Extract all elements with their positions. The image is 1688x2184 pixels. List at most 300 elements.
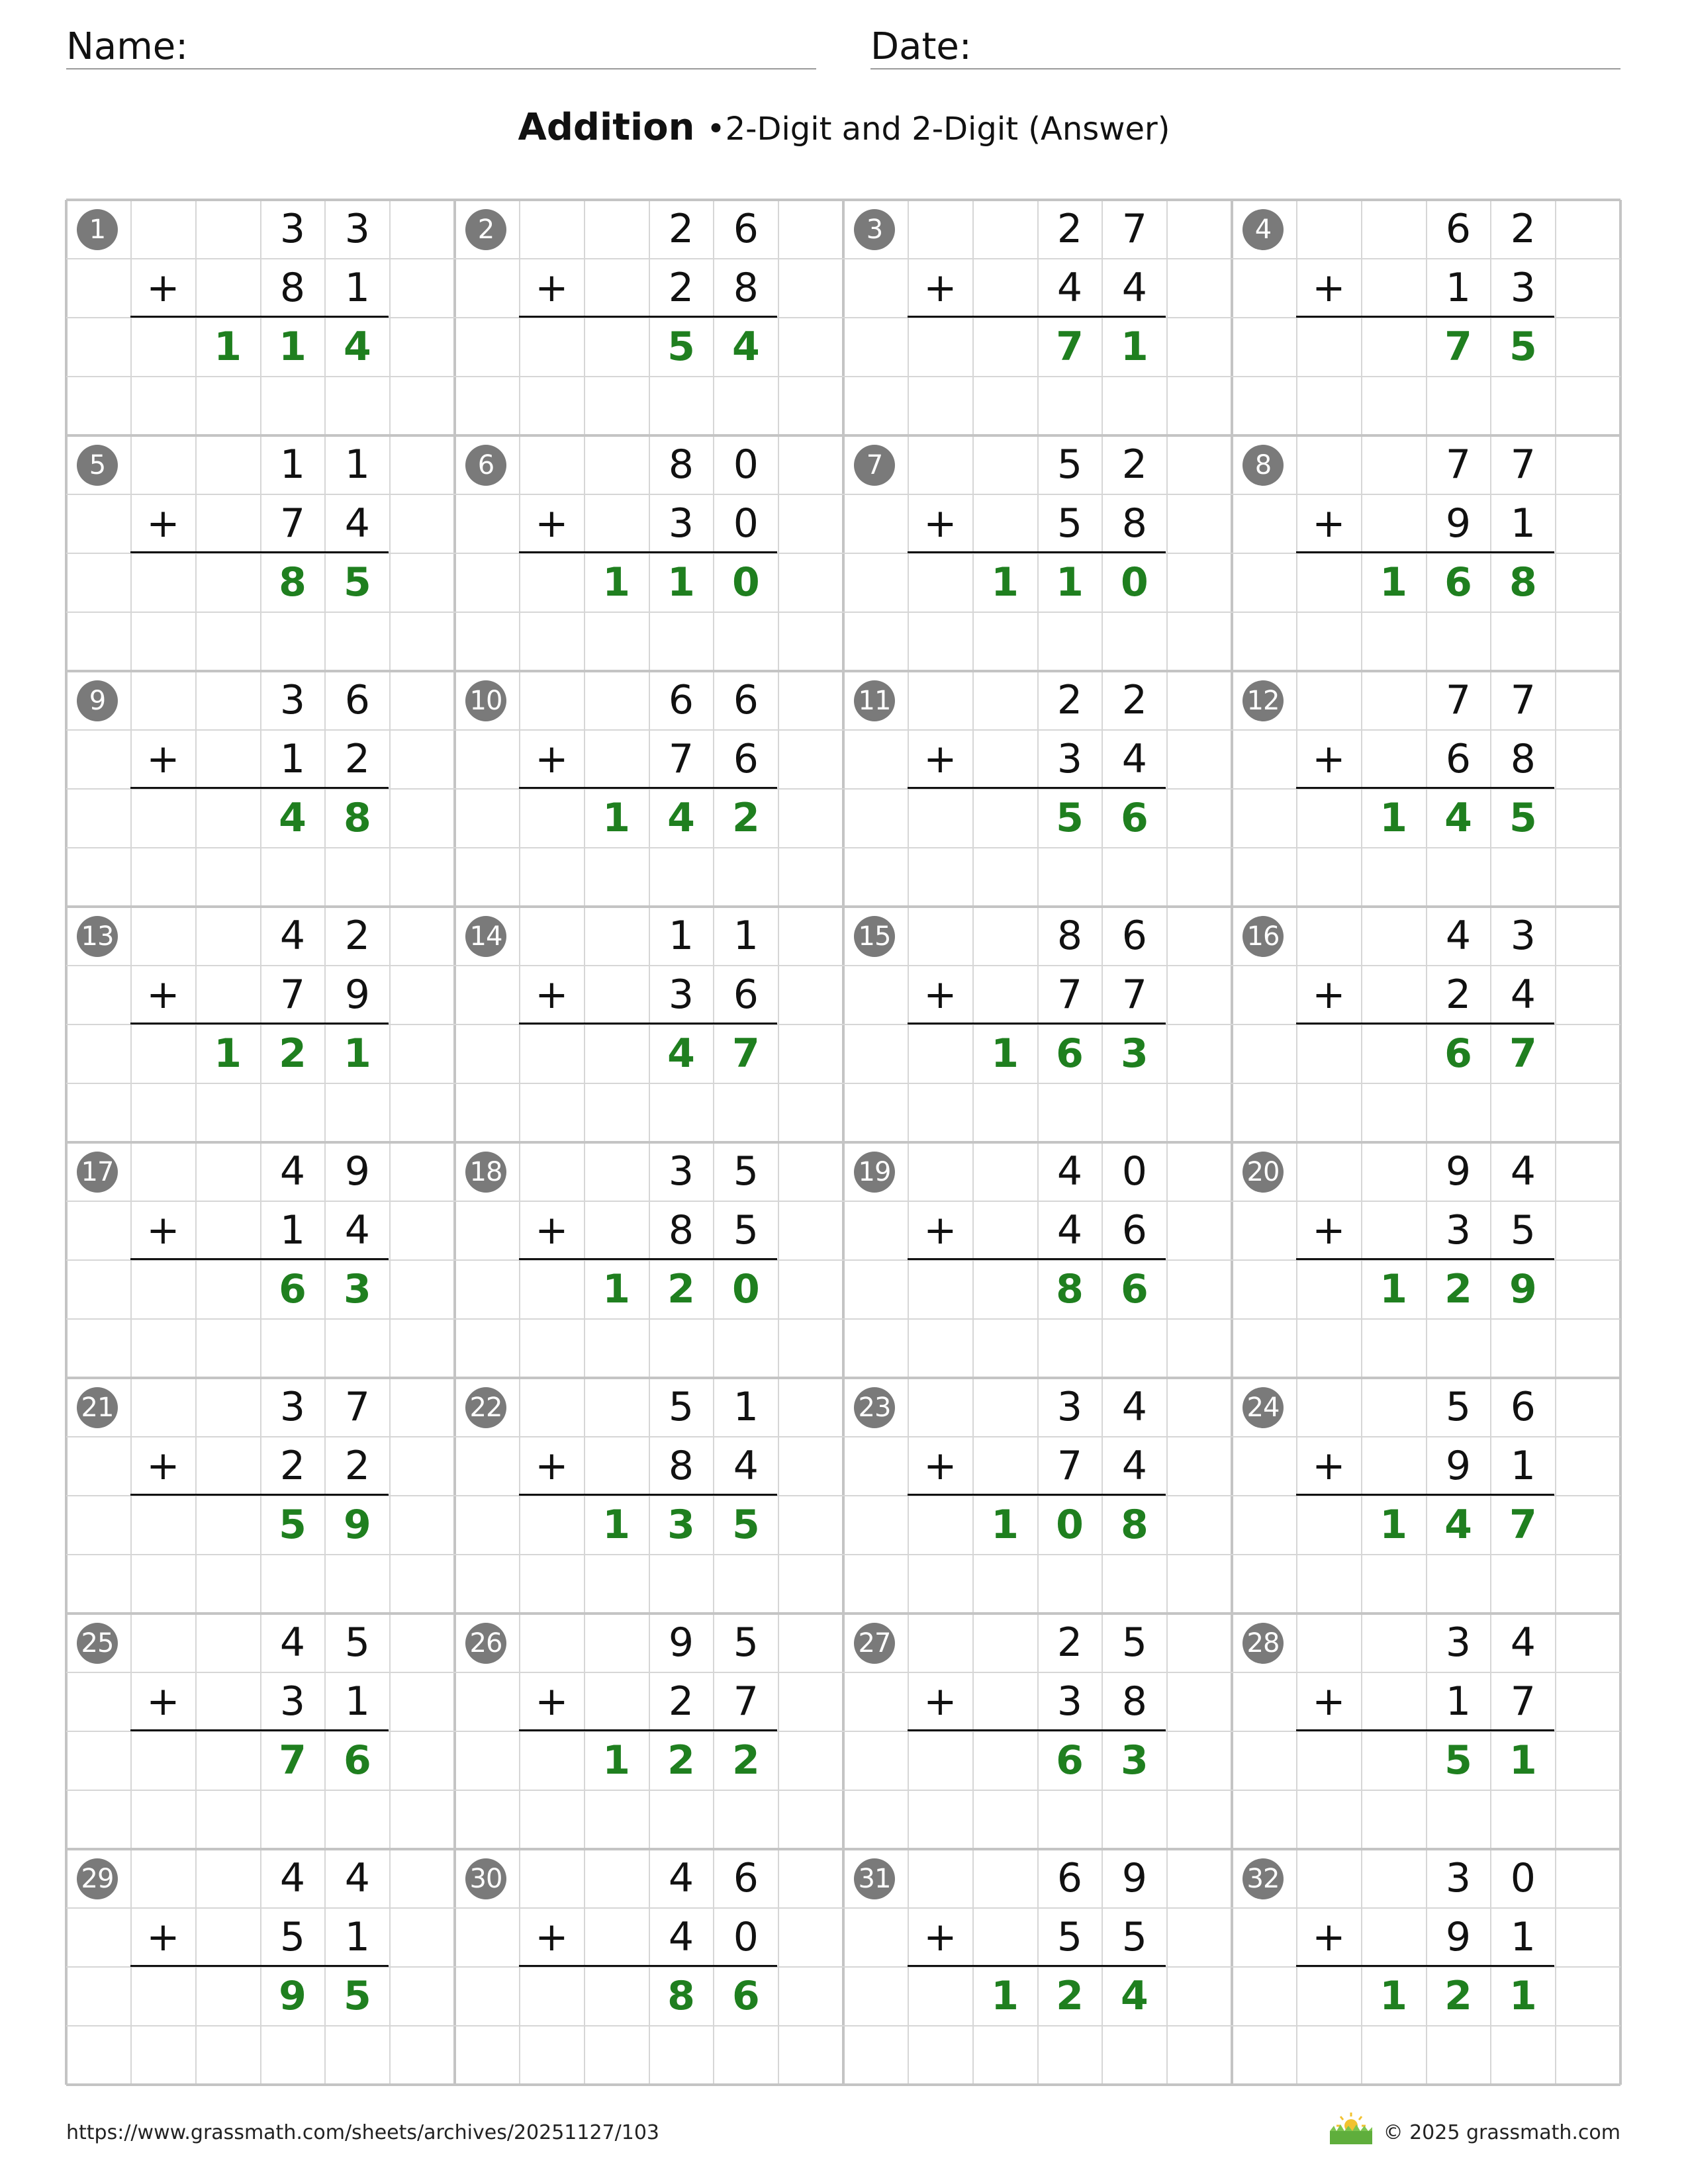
- answer-digit: 6: [1056, 1737, 1084, 1784]
- answer-digit: 1: [1380, 1266, 1408, 1312]
- problem-5: [66, 435, 455, 671]
- addend-top-digit: 6: [733, 677, 759, 723]
- addend-top-digit: 3: [279, 206, 306, 252]
- answer-digit: 1: [991, 559, 1019, 606]
- addend-top-digit: 7: [1445, 441, 1472, 488]
- answer-digit: 1: [1380, 559, 1408, 606]
- problem-number-badge: 32: [1243, 1858, 1284, 1899]
- addend-top-digit: 5: [733, 1619, 759, 1666]
- addend-top-digit: 4: [1121, 1384, 1147, 1430]
- answer-digit: 6: [343, 1737, 371, 1784]
- plus-sign: +: [1312, 1207, 1346, 1253]
- answer-digit: 4: [1444, 1502, 1472, 1548]
- answer-digit: 4: [667, 795, 695, 841]
- addend-bottom-digit: 5: [733, 1207, 759, 1253]
- addend-top-digit: 4: [279, 1148, 306, 1195]
- plus-sign: +: [1312, 500, 1346, 547]
- problem-number-badge: 10: [465, 680, 506, 721]
- addend-top-digit: 5: [1445, 1384, 1472, 1430]
- addend-top-digit: 1: [344, 441, 370, 488]
- addend-top-digit: 6: [733, 206, 759, 252]
- problem-number-badge: 28: [1243, 1623, 1284, 1664]
- problem-20: [1232, 1142, 1620, 1378]
- problem-number-badge: 5: [77, 445, 118, 486]
- addend-bottom-digit: 8: [668, 1443, 694, 1489]
- date-line[interactable]: [870, 68, 1620, 69]
- answer-digit: 2: [731, 1737, 760, 1784]
- addend-bottom-digit: 6: [733, 736, 759, 782]
- problem-number-badge: 31: [854, 1858, 895, 1899]
- problem-number-badge: 17: [77, 1152, 118, 1193]
- addend-top-digit: 9: [668, 1619, 694, 1666]
- plus-sign: +: [146, 1678, 180, 1725]
- addend-bottom-digit: 4: [1056, 265, 1083, 311]
- plus-sign: +: [146, 265, 180, 311]
- footer-url: https://www.grassmath.com/sheets/archives/20251127/103: [66, 2121, 660, 2144]
- answer-digit: 2: [1444, 1973, 1472, 2019]
- answer-digit: 6: [1444, 1030, 1472, 1077]
- addend-top-digit: 7: [344, 1384, 370, 1430]
- problem-13: [66, 907, 455, 1142]
- answer-digit: 7: [279, 1737, 306, 1784]
- name-line[interactable]: [66, 68, 816, 69]
- answer-digit: 1: [343, 1030, 371, 1077]
- addend-top-digit: 2: [1510, 206, 1536, 252]
- addend-top-digit: 4: [279, 913, 306, 959]
- plus-sign: +: [923, 972, 957, 1018]
- addend-bottom-digit: 2: [279, 1443, 306, 1489]
- answer-digit: 0: [731, 559, 760, 606]
- problem-number-badge: 22: [465, 1387, 506, 1428]
- addend-bottom-digit: 1: [344, 1678, 370, 1725]
- addend-top-digit: 2: [1056, 677, 1083, 723]
- problem-number-badge: 13: [77, 916, 118, 957]
- answer-digit: 3: [343, 1266, 371, 1312]
- answer-digit: 5: [1509, 324, 1537, 370]
- addend-top-digit: 4: [1510, 1619, 1536, 1666]
- problem-number-badge: 24: [1243, 1387, 1284, 1428]
- plus-sign: +: [535, 1207, 569, 1253]
- addend-bottom-digit: 3: [668, 500, 694, 547]
- plus-sign: +: [923, 1678, 957, 1725]
- addend-top-digit: 2: [344, 913, 370, 959]
- addend-top-digit: 7: [1121, 206, 1147, 252]
- answer-digit: 1: [602, 795, 631, 841]
- addend-bottom-digit: 3: [279, 1678, 306, 1725]
- answer-digit: 2: [279, 1030, 306, 1077]
- addend-bottom-digit: 1: [1510, 1914, 1536, 1960]
- addend-bottom-digit: 9: [344, 972, 370, 1018]
- plus-sign: +: [923, 500, 957, 547]
- footer-copyright: © 2025 grassmath.com: [1383, 2121, 1620, 2144]
- plus-sign: +: [535, 500, 569, 547]
- addend-top-digit: 5: [668, 1384, 694, 1430]
- problem-14: [455, 907, 843, 1142]
- addend-bottom-digit: 1: [1510, 1443, 1536, 1489]
- answer-digit: 1: [1056, 559, 1084, 606]
- answer-digit: 8: [667, 1973, 695, 2019]
- addend-top-digit: 4: [279, 1619, 306, 1666]
- plus-sign: +: [146, 736, 180, 782]
- addend-bottom-digit: 6: [1121, 1207, 1147, 1253]
- addend-bottom-digit: 4: [1121, 265, 1147, 311]
- addend-top-digit: 6: [1121, 913, 1147, 959]
- addend-top-digit: 9: [344, 1148, 370, 1195]
- plus-sign: +: [1312, 972, 1346, 1018]
- answer-digit: 8: [1120, 1502, 1149, 1548]
- answer-digit: 1: [214, 1030, 242, 1077]
- answer-digit: 6: [1444, 559, 1472, 606]
- answer-digit: 9: [1509, 1266, 1537, 1312]
- answer-digit: 5: [343, 559, 371, 606]
- problem-number-badge: 19: [854, 1152, 895, 1193]
- addend-bottom-digit: 4: [1121, 736, 1147, 782]
- addend-top-digit: 5: [733, 1148, 759, 1195]
- addend-bottom-digit: 3: [1445, 1207, 1472, 1253]
- answer-digit: 1: [602, 1266, 631, 1312]
- answer-digit: 1: [991, 1030, 1019, 1077]
- plus-sign: +: [1312, 265, 1346, 311]
- addend-top-digit: 4: [1510, 1148, 1536, 1195]
- problem-number-badge: 23: [854, 1387, 895, 1428]
- answer-digit: 1: [1509, 1973, 1537, 2019]
- problem-18: [455, 1142, 843, 1378]
- addend-top-digit: 6: [1510, 1384, 1536, 1430]
- problem-number-badge: 27: [854, 1623, 895, 1664]
- addend-top-digit: 4: [344, 1855, 370, 1901]
- answer-digit: 4: [343, 324, 371, 370]
- addend-bottom-digit: 0: [733, 1914, 759, 1960]
- addend-top-digit: 2: [1056, 1619, 1083, 1666]
- addend-bottom-digit: 7: [279, 972, 306, 1018]
- page-title: [0, 106, 1688, 149]
- plus-sign: +: [535, 1678, 569, 1725]
- answer-digit: 6: [1120, 1266, 1149, 1312]
- answer-digit: 3: [1120, 1030, 1149, 1077]
- answer-digit: 5: [1056, 795, 1084, 841]
- answer-digit: 4: [1444, 795, 1472, 841]
- plus-sign: +: [535, 736, 569, 782]
- problem-number-badge: 30: [465, 1858, 506, 1899]
- addend-top-digit: 6: [733, 1855, 759, 1901]
- addend-top-digit: 3: [1445, 1619, 1472, 1666]
- answer-digit: 1: [279, 324, 306, 370]
- plus-sign: +: [1312, 1914, 1346, 1960]
- addend-top-digit: 4: [1056, 1148, 1083, 1195]
- addend-bottom-digit: 3: [1510, 265, 1536, 311]
- addend-top-digit: 1: [668, 913, 694, 959]
- plus-sign: +: [923, 736, 957, 782]
- addend-bottom-digit: 4: [344, 1207, 370, 1253]
- plus-sign: +: [146, 500, 180, 547]
- plus-sign: +: [535, 1443, 569, 1489]
- addend-bottom-digit: 5: [1121, 1914, 1147, 1960]
- addend-top-digit: 7: [1445, 677, 1472, 723]
- plus-sign: +: [1312, 1443, 1346, 1489]
- plus-sign: +: [923, 1207, 957, 1253]
- answer-digit: 5: [343, 1973, 371, 2019]
- problem-23: [843, 1378, 1232, 1614]
- problem-12: [1232, 671, 1620, 907]
- problem-27: [843, 1614, 1232, 1849]
- problem-26: [455, 1614, 843, 1849]
- addend-bottom-digit: 6: [1445, 736, 1472, 782]
- addend-bottom-digit: 8: [733, 265, 759, 311]
- addend-bottom-digit: 2: [344, 736, 370, 782]
- addend-bottom-digit: 7: [1121, 972, 1147, 1018]
- addend-bottom-digit: 9: [1445, 1914, 1472, 1960]
- problem-number-badge: 6: [465, 445, 506, 486]
- addend-top-digit: 1: [733, 913, 759, 959]
- problem-21: [66, 1378, 455, 1614]
- problem-number-badge: 4: [1243, 209, 1284, 250]
- grass-sun-logo-icon: [1327, 2111, 1375, 2146]
- addend-bottom-digit: 4: [668, 1914, 694, 1960]
- problem-30: [455, 1849, 843, 2085]
- addend-bottom-digit: 8: [279, 265, 306, 311]
- answer-digit: 1: [667, 559, 695, 606]
- plus-sign: +: [923, 265, 957, 311]
- answer-digit: 4: [1120, 1973, 1149, 2019]
- problem-number-badge: 1: [77, 209, 118, 250]
- answer-digit: 1: [991, 1502, 1019, 1548]
- problem-15: [843, 907, 1232, 1142]
- addend-bottom-digit: 1: [279, 736, 306, 782]
- problem-number-badge: 3: [854, 209, 895, 250]
- plus-sign: +: [146, 1207, 180, 1253]
- problem-number-badge: 14: [465, 916, 506, 957]
- answer-digit: 8: [343, 795, 371, 841]
- addend-bottom-digit: 3: [1056, 1678, 1083, 1725]
- addend-bottom-digit: 2: [1445, 972, 1472, 1018]
- problem-19: [843, 1142, 1232, 1378]
- problem-number-badge: 20: [1243, 1152, 1284, 1193]
- answer-digit: 4: [279, 795, 306, 841]
- answer-digit: 2: [1444, 1266, 1472, 1312]
- answer-digit: 9: [343, 1502, 371, 1548]
- addend-top-digit: 3: [279, 677, 306, 723]
- plus-sign: +: [923, 1914, 957, 1960]
- addend-bottom-digit: 1: [344, 1914, 370, 1960]
- plus-sign: +: [535, 1914, 569, 1960]
- addend-top-digit: 9: [1445, 1148, 1472, 1195]
- problem-11: [843, 671, 1232, 907]
- date-label: Date:: [870, 25, 972, 68]
- answer-digit: 7: [1056, 324, 1084, 370]
- worksheet-grid: [66, 200, 1620, 2085]
- addend-top-digit: 0: [1510, 1855, 1536, 1901]
- answer-digit: 5: [667, 324, 695, 370]
- problem-number-badge: 29: [77, 1858, 118, 1899]
- problem-number-badge: 2: [465, 209, 506, 250]
- problem-7: [843, 435, 1232, 671]
- plus-sign: +: [535, 972, 569, 1018]
- addend-top-digit: 8: [668, 441, 694, 488]
- addend-top-digit: 4: [279, 1855, 306, 1901]
- addend-top-digit: 9: [1121, 1855, 1147, 1901]
- answer-digit: 4: [667, 1030, 695, 1077]
- addend-top-digit: 2: [1121, 677, 1147, 723]
- addend-bottom-digit: 7: [1510, 1678, 1536, 1725]
- addend-bottom-digit: 1: [279, 1207, 306, 1253]
- answer-digit: 1: [602, 1737, 631, 1784]
- problem-32: [1232, 1849, 1620, 2085]
- problem-number-badge: 15: [854, 916, 895, 957]
- answer-digit: 1: [214, 324, 242, 370]
- answer-digit: 8: [1509, 559, 1537, 606]
- plus-sign: +: [1312, 1678, 1346, 1725]
- addend-bottom-digit: 5: [1510, 1207, 1536, 1253]
- answer-digit: 5: [1509, 795, 1537, 841]
- addend-top-digit: 3: [344, 206, 370, 252]
- addend-bottom-digit: 4: [1510, 972, 1536, 1018]
- addend-bottom-digit: 3: [1056, 736, 1083, 782]
- answer-digit: 7: [1509, 1030, 1537, 1077]
- problem-1: [66, 200, 455, 435]
- addend-bottom-digit: 1: [344, 265, 370, 311]
- plus-sign: +: [146, 972, 180, 1018]
- addend-bottom-digit: 2: [668, 265, 694, 311]
- title-separator: •: [706, 111, 726, 148]
- addend-top-digit: 2: [668, 206, 694, 252]
- addend-bottom-digit: 4: [733, 1443, 759, 1489]
- addend-top-digit: 3: [279, 1384, 306, 1430]
- addend-top-digit: 2: [1121, 441, 1147, 488]
- answer-digit: 0: [1056, 1502, 1084, 1548]
- plus-sign: +: [146, 1443, 180, 1489]
- addend-top-digit: 6: [668, 677, 694, 723]
- addend-bottom-digit: 2: [344, 1443, 370, 1489]
- answer-digit: 6: [1120, 795, 1149, 841]
- plus-sign: +: [923, 1443, 957, 1489]
- addend-top-digit: 1: [279, 441, 306, 488]
- problem-number-badge: 25: [77, 1623, 118, 1664]
- problem-16: [1232, 907, 1620, 1142]
- problem-number-badge: 26: [465, 1623, 506, 1664]
- problem-number-badge: 8: [1243, 445, 1284, 486]
- addend-top-digit: 6: [1056, 1855, 1083, 1901]
- answer-digit: 5: [279, 1502, 306, 1548]
- addend-top-digit: 3: [1445, 1855, 1472, 1901]
- answer-digit: 7: [1509, 1502, 1537, 1548]
- addend-top-digit: 2: [1056, 206, 1083, 252]
- addend-bottom-digit: 7: [1056, 972, 1083, 1018]
- plus-sign: +: [1312, 736, 1346, 782]
- answer-digit: 6: [1056, 1030, 1084, 1077]
- addend-top-digit: 3: [1056, 1384, 1083, 1430]
- answer-digit: 1: [602, 1502, 631, 1548]
- problem-28: [1232, 1614, 1620, 1849]
- answer-digit: 1: [1509, 1737, 1537, 1784]
- addend-bottom-digit: 6: [733, 972, 759, 1018]
- answer-digit: 8: [1056, 1266, 1084, 1312]
- addend-bottom-digit: 9: [1445, 500, 1472, 547]
- answer-digit: 2: [731, 795, 760, 841]
- answer-digit: 1: [1380, 1973, 1408, 2019]
- addend-bottom-digit: 7: [668, 736, 694, 782]
- addend-top-digit: 4: [668, 1855, 694, 1901]
- answer-digit: 5: [731, 1502, 760, 1548]
- problem-number-badge: 18: [465, 1152, 506, 1193]
- addend-top-digit: 7: [1510, 677, 1536, 723]
- addend-bottom-digit: 7: [1056, 1443, 1083, 1489]
- addend-top-digit: 3: [1510, 913, 1536, 959]
- addend-bottom-digit: 4: [1121, 1443, 1147, 1489]
- problem-number-badge: 12: [1243, 680, 1284, 721]
- addend-top-digit: 6: [1445, 206, 1472, 252]
- problem-3: [843, 200, 1232, 435]
- problem-24: [1232, 1378, 1620, 1614]
- answer-digit: 8: [279, 559, 306, 606]
- problem-9: [66, 671, 455, 907]
- answer-digit: 9: [279, 1973, 306, 2019]
- addend-top-digit: 3: [668, 1148, 694, 1195]
- addend-bottom-digit: 1: [1445, 265, 1472, 311]
- addend-bottom-digit: 2: [668, 1678, 694, 1725]
- problem-number-badge: 9: [77, 680, 118, 721]
- addend-bottom-digit: 5: [279, 1914, 306, 1960]
- addend-top-digit: 0: [733, 441, 759, 488]
- problem-22: [455, 1378, 843, 1614]
- answer-digit: 4: [731, 324, 760, 370]
- problem-8: [1232, 435, 1620, 671]
- addend-bottom-digit: 0: [733, 500, 759, 547]
- answer-digit: 3: [1120, 1737, 1149, 1784]
- answer-digit: 1: [1380, 795, 1408, 841]
- addend-bottom-digit: 7: [733, 1678, 759, 1725]
- answer-digit: 1: [1120, 324, 1149, 370]
- addend-bottom-digit: 8: [1510, 736, 1536, 782]
- addend-bottom-digit: 9: [1445, 1443, 1472, 1489]
- answer-digit: 5: [1444, 1737, 1472, 1784]
- addend-top-digit: 7: [1510, 441, 1536, 488]
- addend-bottom-digit: 3: [668, 972, 694, 1018]
- answer-digit: 1: [1380, 1502, 1408, 1548]
- problem-10: [455, 671, 843, 907]
- addend-bottom-digit: 1: [1445, 1678, 1472, 1725]
- addend-top-digit: 1: [733, 1384, 759, 1430]
- plus-sign: +: [146, 1914, 180, 1960]
- addend-bottom-digit: 5: [1056, 500, 1083, 547]
- answer-digit: 7: [1444, 324, 1472, 370]
- addend-bottom-digit: 1: [1510, 500, 1536, 547]
- problem-6: [455, 435, 843, 671]
- addend-top-digit: 8: [1056, 913, 1083, 959]
- problem-25: [66, 1614, 455, 1849]
- answer-digit: 0: [1120, 559, 1149, 606]
- addend-bottom-digit: 5: [1056, 1914, 1083, 1960]
- problem-number-badge: 7: [854, 445, 895, 486]
- addend-top-digit: 5: [344, 1619, 370, 1666]
- answer-digit: 1: [991, 1973, 1019, 2019]
- problem-number-badge: 21: [77, 1387, 118, 1428]
- answer-digit: 7: [731, 1030, 760, 1077]
- addend-top-digit: 5: [1056, 441, 1083, 488]
- answer-digit: 0: [731, 1266, 760, 1312]
- problem-number-badge: 11: [854, 680, 895, 721]
- problem-number-badge: 16: [1243, 916, 1284, 957]
- problem-31: [843, 1849, 1232, 2085]
- title-main: Addition: [518, 106, 695, 149]
- answer-digit: 2: [1056, 1973, 1084, 2019]
- answer-digit: 6: [279, 1266, 306, 1312]
- answer-digit: 6: [731, 1973, 760, 2019]
- answer-digit: 2: [667, 1737, 695, 1784]
- answer-digit: 3: [667, 1502, 695, 1548]
- answer-digit: 1: [602, 559, 631, 606]
- name-label: Name:: [66, 25, 189, 68]
- problem-2: [455, 200, 843, 435]
